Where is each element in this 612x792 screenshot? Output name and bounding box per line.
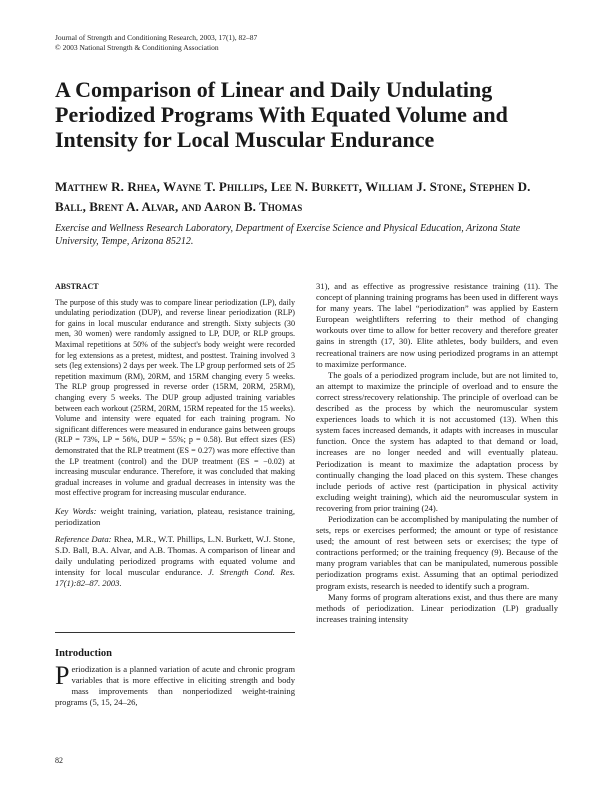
reference-data bbox=[55, 534, 295, 588]
right-column bbox=[316, 281, 558, 625]
body-paragraph-1: 31), and as effective as progressive resistance training (11). The concept of planning training programs has been used in different ways for many years. The label “periodization” was applied by Eastern European weightlifters referring to their method of changing workouts over time to allow for better recovery and therefore greater gains in strength (17, 30). Elite athletes, body builders, and even recreational trainers are now using periodized programs in an attempt to maximize performance. bbox=[316, 281, 558, 369]
abstract-heading: ABSTRACT bbox=[55, 282, 99, 291]
introduction-body: eriodization is a planned variation of acute and chronic program variables that is more effective in eliciting strength and body mass improvements than nonperiodized weight-training programs (5, 15, 24–26, bbox=[55, 664, 295, 708]
copyright-line: © 2003 National Strength & Conditioning Association bbox=[55, 43, 219, 52]
affiliation: Exercise and Wellness Research Laboratory, Department of Exercise Science and Physical Education, Arizona State University, Tempe, Arizona 85212. bbox=[55, 223, 521, 247]
introduction-heading: Introduction bbox=[55, 648, 112, 659]
body-paragraph-3: Periodization can be accomplished by manipulating the number of sets, reps or exercises performed; the amount or type of resistance used; the amount of rest between sets or exercises; the type of contractions performed; or the training frequency (9). Because of the many program variables that can be manipulated, numerous possible periodization programs exist. Assuming that an optimal periodized program exists, research is needed to identify such a program. bbox=[316, 513, 558, 591]
introduction-text bbox=[55, 661, 295, 708]
drop-cap: P bbox=[55, 661, 70, 690]
reference-label: Reference Data: bbox=[55, 534, 112, 545]
body-paragraph-2: The goals of a periodized program include, but are not limited to, an attempt to maximize the principle of overload and to ensure the correct stress/recovery relationship. The principle of overload can be described as the process by which the neuromuscular system experiences loads to which it is not accustomed (13). When this system faces increased demands, it adapts with increases in muscular function. Once the system has adapted to that demand or load, increases are no longer needed and will eventually plateau. Periodization is meant to maximize the adaptation process by continually changing the load placed on this system. These changes include periods of active rest (participation in physical activity excluding weight training), which aid the neuromuscular system in recovering from prior training (24). bbox=[316, 369, 558, 513]
abstract-text: The purpose of this study was to compare linear periodization (LP), daily undulating periodization (DUP), and reverse linear periodization (RLP) for gains in local muscular endurance and strength. Sixty subjects (30 men, 30 women) were randomly assigned to LP, DUP, or RLP groups. Maximal repetitions at 50% of the subject's body weight were recorded for leg extensions as a pretest, midtest, and posttest. Training involved 3 sets (leg extensions) 2 days per week. The LP group performed sets of 25 repetition maximum (RM), 20RM, and 15RM changing every 5 weeks. The RLP group progressed in reverse order (15RM, 20RM, 25RM), changing every 5 weeks. The DUP group adjusted training variables between each workout (25RM, 20RM, 15RM repeated for the 15 weeks). Volume and intensity were equated for each training program. No significant differences were measured in endurance gains between groups (RLP = 73%, LP = 56%, DUP = 55%; p = 0.58). But effect sizes (ES) demonstrated that the RLP treatment (ES = 0.27) was more effective than the LP treatment (control) and the DUP treatment (ES = −0.02) at increasing muscular endurance. Therefore, it was concluded that making gradual increases in volume and gradual decreases in intensity was the most effective program for increasing muscular endurance. bbox=[55, 297, 295, 498]
journal-citation: Journal of Strength and Conditioning Research, 2003, 17(1), 82–87 bbox=[55, 33, 258, 42]
keywords bbox=[55, 506, 295, 528]
page-number: 82 bbox=[55, 756, 63, 765]
reference-journal: J. Strength Cond. Res. 17(1):82–87. 2003. bbox=[55, 566, 295, 588]
abstract-column bbox=[55, 282, 295, 588]
reference-text: Rhea, M.R., W.T. Phillips, L.N. Burkett, W.J. Stone, S.D. Ball, B.A. Alvar, and A.B. Thomas. A comparison of linear and daily undulating periodized programs with equated volume and intensity for local muscular endurance. bbox=[55, 534, 295, 577]
article-title: A Comparison of Linear and Daily Undulating Periodized Programs With Equated Volume and Intensity for Local Muscular Endurance bbox=[55, 77, 508, 152]
keywords-label: Key Words: bbox=[55, 505, 97, 516]
section-divider bbox=[55, 632, 295, 633]
author-list: Matthew R. Rhea, Wayne T. Phillips, Lee N. Burkett, William J. Stone, Stephen D. Ball, Brent A. Alvar, and Aaron B. Thomas bbox=[55, 179, 531, 214]
keywords-text: weight training, variation, plateau, resistance training, periodization bbox=[55, 505, 295, 527]
journal-header bbox=[55, 33, 257, 53]
body-paragraph-4: Many forms of program alterations exist, and thus there are many methods of periodization. Linear periodization (LP) gradually increases training intensity bbox=[316, 591, 558, 624]
